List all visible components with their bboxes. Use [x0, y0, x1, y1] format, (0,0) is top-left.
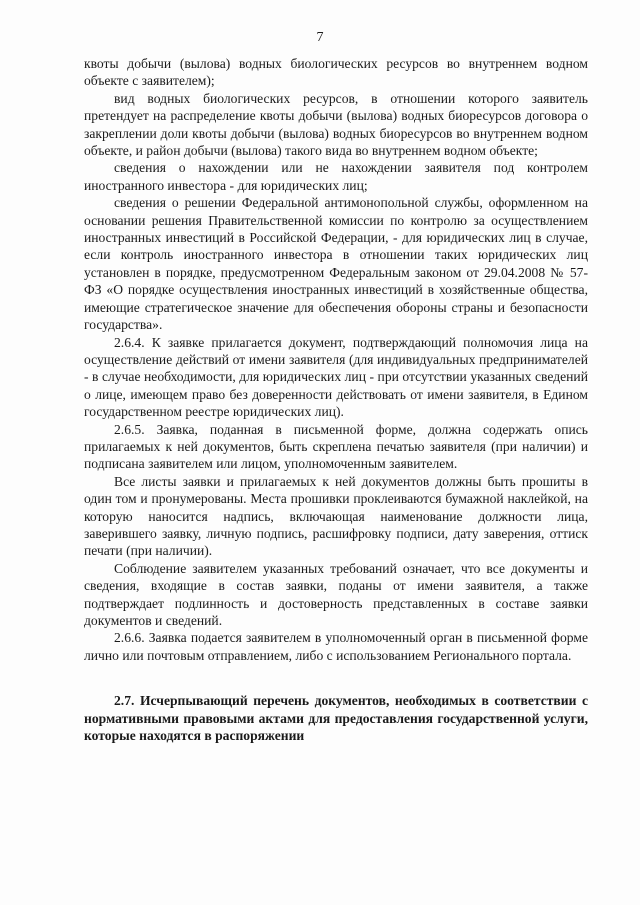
paragraph-species: вид водных биологических ресурсов, в отношении которого заявитель претендует на распределение квоты добычи (вылова) водных биоресурсов договора о закреплении доли квоты добычи (вылова) водных биоресурсов во внутреннем водном объекте, и район добычи (вылова) такого вида во внутреннем водном объекте; [84, 90, 588, 159]
paragraph-2-6-4: 2.6.4. К заявке прилагается документ, подтверждающий полномочия лица на осуществление действий от имени заявителя (для индивидуальных предпринимателей - в случае необходимости, для юридических лиц - при отсутствии указанных сведений о лице, имеющем право без доверенности действовать от имени заявителя, в Едином государственном реестре юридических лиц). [84, 334, 588, 420]
paragraph-fas-decision: сведения о решении Федеральной антимонопольной службы, оформленном на основании решения Правительственной комиссии по контролю за осуществлением иностранных инвестиций в Российской Федерации, - для юридических лиц в случае, если контроль иностранного инвестора в отношении таких юридических лиц установлен в порядке, предусмотренном Федеральным законом от 29.04.2008 № 57-ФЗ «О порядке осуществления иностранных инвестиций в хозяйственные общества, имеющие стратегическое значение для обеспечения обороны страны и безопасности государства». [84, 195, 588, 333]
paragraph-quota-continuation: квоты добычи (вылова) водных биологических ресурсов во внутреннем водном объекте с заявителем); [84, 56, 588, 89]
section-heading-2-7: 2.7. Исчерпывающий перечень документов, необходимых в соответствии с нормативными правовыми актами для предоставления государственной услуги, которые находятся в распоряжении [84, 693, 588, 744]
document-body [84, 55, 588, 744]
paragraph-2-6-6: 2.6.6. Заявка подается заявителем в уполномоченный орган в письменной форме лично или почтовым отправлением, либо с использованием Регионального портала. [84, 630, 588, 663]
paragraph-2-6-5: 2.6.5. Заявка, поданная в письменной форме, должна содержать опись прилагаемых к ней документов, быть скреплена печатью заявителя (при наличии) и подписана заявителем или лицом, уполномоченным заявителем. [84, 421, 588, 472]
paragraph-binding: Все листы заявки и прилагаемых к ней документов должны быть прошиты в один том и пронумерованы. Места прошивки проклеиваются бумажной наклейкой, на которую наносится надпись, включающая наименование должности лица, заверившего заявку, личную подпись, расшифровку подписи, дату заверения, оттиск печати (при наличии). [84, 473, 588, 559]
page-number: 7 [316, 30, 324, 45]
paragraph-foreign-control: сведения о нахождении или не нахождении заявителя под контролем иностранного инвестора - для юридических лиц; [84, 160, 588, 193]
paragraph-compliance: Соблюдение заявителем указанных требований означает, что все документы и сведения, входящие в состав заявки, поданы от имени заявителя, а также подтверждает подлинность и достоверность представленных в составе заявки документов и сведений. [84, 560, 588, 628]
